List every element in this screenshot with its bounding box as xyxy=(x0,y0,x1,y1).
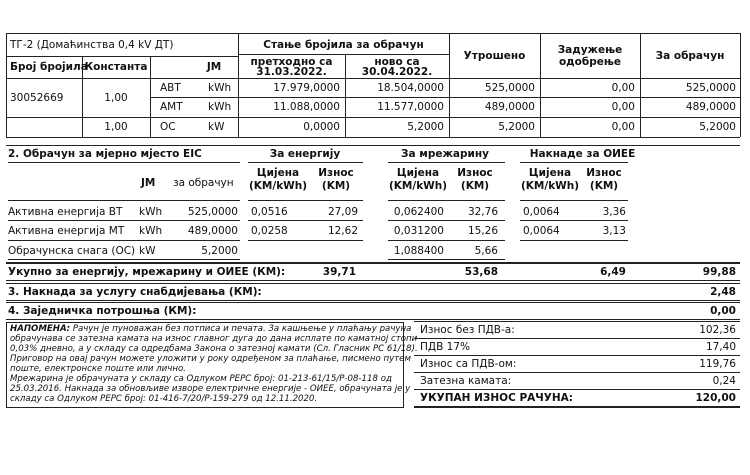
meter-number-header: Број бројила xyxy=(10,61,88,73)
meter-state-header: Стање бројила за обрачун xyxy=(263,39,424,51)
new-reading-header: ново са xyxy=(374,56,420,68)
billing-header: За обрачун xyxy=(655,50,725,62)
supply-fee-label: 3. Накнада за услугу снабдијевања (КМ): xyxy=(8,286,262,298)
summary-value: 119,76 xyxy=(699,358,736,370)
total-oiee: 6,49 xyxy=(600,266,626,278)
total-all: 99,88 xyxy=(702,266,736,278)
shared-consumption-value: 0,00 xyxy=(710,305,736,317)
total-network: 53,68 xyxy=(464,266,498,278)
oiee-header: Накнаде за ОИЕЕ xyxy=(529,148,636,160)
meter-number: 30052669 xyxy=(10,92,64,104)
energy-amount-unit: (KM) xyxy=(321,180,351,192)
new-reading-date: 30.04.2022. xyxy=(361,66,433,78)
billing-column-header: за обрачун xyxy=(173,177,234,189)
energy-price-header: Цијена xyxy=(256,167,300,179)
summary-value: 102,36 xyxy=(699,324,736,336)
summary-value: 17,40 xyxy=(705,341,736,353)
charged-header: Задужење xyxy=(557,44,623,56)
energy-header: За енергију xyxy=(269,148,341,160)
oiee-amount-unit: (KM) xyxy=(589,180,619,192)
energy-price-unit: (KM/kWh) xyxy=(248,180,308,192)
oiee-amount-header: Износ xyxy=(586,167,622,179)
note-title: НАПОМЕНА: xyxy=(10,324,71,334)
energy-amount-header: Износ xyxy=(318,167,354,179)
note-line-7: 25.03.2016. Накнада за обновљиве изворе електричне енергије - ОИЕЕ, обрачуната је у xyxy=(10,384,411,394)
note-line-2: обрачунава се затезна камата на износ главног дуга до дана исплате по каматној стопи xyxy=(10,334,418,344)
network-amount-unit: (KM) xyxy=(460,180,490,192)
constant-header: Константа xyxy=(84,61,148,73)
note-line-3: 0,03% дневно, а у складу са одредбама Закона о затезној камати (Сл. Гласник РС 61/18). xyxy=(10,344,418,354)
oiee-price-header: Цијена xyxy=(528,167,572,179)
note-line-6: Мрежарина је обрачуната у складу са Одлуком РЕРС број: 01-213-61/15/Р-08-118 од xyxy=(10,374,392,384)
network-price-unit: (KM/kWh) xyxy=(388,180,448,192)
unit-column-header: ЈМ xyxy=(141,177,156,189)
approved-header: одобрење xyxy=(558,56,622,68)
shared-consumption-label: 4. Заједничка потрошња (КМ): xyxy=(8,305,197,317)
total-label: Укупно за енергију, мрежарину и ОИЕЕ (КМ): xyxy=(8,266,286,278)
supply-fee-value: 2,48 xyxy=(710,286,736,298)
network-price-header: Цијена xyxy=(396,167,440,179)
summary-label: Затезна камата: xyxy=(420,375,512,387)
note-line-1: НАПОМЕНА: Рачун је пуноважан без потписа и печата. За кашњење у плаћању рачуна xyxy=(10,324,412,334)
unit-header: ЈМ xyxy=(206,61,222,73)
oiee-price-unit: (KM/kWh) xyxy=(520,180,580,192)
grand-total-label: УКУПАН ИЗНОС РАЧУНА: xyxy=(420,392,573,404)
prev-reading-header: претходно са xyxy=(250,56,333,68)
section2-title: 2. Обрачун за мјерно мјесто EIC xyxy=(8,148,202,160)
prev-reading-date: 31.03.2022. xyxy=(256,66,327,78)
spent-header: Утрошено xyxy=(463,50,526,62)
note-line-4: Приговор на овај рачун можете уложити у року одређеном за плаћање, писмено путем xyxy=(10,354,411,364)
summary-label: ПДВ 17% xyxy=(420,341,470,353)
note-line-8: складу са Одлуком РЕРС број: 01-416-7/20/Р-159-279 од 12.11.2020. xyxy=(10,394,318,404)
tariff-label: ТГ-2 (Домаћинства 0,4 kV ДТ) xyxy=(10,39,174,51)
network-amount-header: Износ xyxy=(457,167,493,179)
grand-total-value: 120,00 xyxy=(695,392,736,404)
summary-label: Износ без ПДВ-а: xyxy=(420,324,515,336)
note-line-5: поште, електронске поште или лично. xyxy=(10,364,186,374)
summary-label: Износ са ПДВ-ом: xyxy=(420,358,517,370)
summary-value: 0,24 xyxy=(712,375,736,387)
total-energy: 39,71 xyxy=(322,266,356,278)
network-header: За мрежарину xyxy=(401,148,489,160)
